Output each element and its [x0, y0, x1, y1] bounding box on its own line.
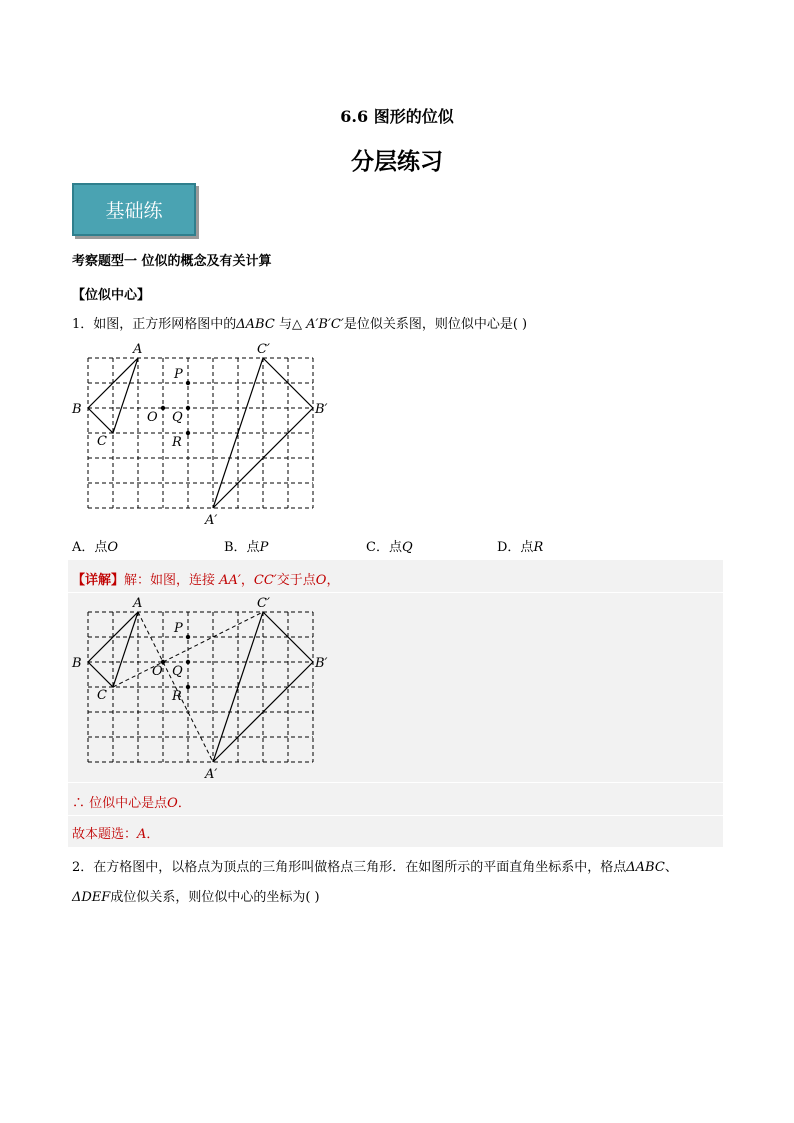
- solution-o: O: [315, 573, 327, 588]
- q2-triangle-abc: ΔABC: [626, 860, 665, 875]
- choice-d-point: R: [533, 540, 544, 555]
- label-c2: C′: [257, 596, 270, 611]
- solution-grid-figure: [68, 592, 338, 782]
- choice-d[interactable]: [497, 536, 543, 555]
- section-heading: 考察题型一 位似的概念及有关计算: [72, 254, 272, 269]
- solution-answer: [72, 823, 159, 842]
- choice-a[interactable]: [72, 536, 118, 555]
- choice-b-point: P: [259, 540, 269, 555]
- grid-lines: [88, 358, 313, 508]
- point-p-dot: [186, 381, 190, 385]
- level-badge: 基础练: [72, 183, 196, 236]
- label-a2: A′: [205, 767, 218, 782]
- label-b2: B′: [315, 402, 328, 417]
- answer-text: 故本题选：: [72, 827, 138, 842]
- page-subtitle: 分层练习: [351, 148, 443, 175]
- conclusion-end: ．: [177, 796, 191, 811]
- label-r: R: [172, 435, 182, 450]
- solution-comma: ，: [240, 573, 254, 588]
- choice-b-text: B．点: [224, 540, 260, 555]
- point-q-dot: [186, 406, 190, 410]
- q2-line2: [72, 886, 320, 905]
- q1-stem-a: 1．如图，正方形网格图中的: [72, 317, 237, 332]
- answer-end: ．: [146, 827, 160, 842]
- q1-stem-c: 与△: [274, 317, 307, 332]
- label-b: B: [72, 402, 82, 417]
- label-r: R: [172, 689, 182, 704]
- solution-line: [72, 569, 339, 588]
- choice-c-point: Q: [401, 540, 413, 555]
- point-p-dot: [186, 635, 190, 639]
- point-q-dot: [186, 660, 190, 664]
- point-r-dot: [186, 685, 190, 689]
- solution-separator: [68, 815, 723, 816]
- q2-line1-a: 2．在方格图中，以格点为顶点的三角形叫做格点三角形．在如图所示的平面直角坐标系中，格点: [72, 860, 627, 875]
- label-q: Q: [172, 664, 183, 679]
- conclusion-point: O: [167, 796, 178, 811]
- solution-end: ，: [326, 573, 340, 588]
- label-a: A: [133, 342, 143, 357]
- q1-grid-figure: [68, 338, 338, 528]
- label-c2: C′: [257, 342, 270, 357]
- choice-a-point: O: [107, 540, 119, 555]
- label-q: Q: [172, 410, 183, 425]
- q2-line1: [72, 856, 678, 875]
- q1-stem: [72, 313, 527, 332]
- solution-tag: 【详解】: [72, 573, 125, 588]
- solution-text1: 解：如图，连接: [124, 573, 220, 588]
- grid-lines: [88, 612, 313, 762]
- label-p: P: [174, 367, 183, 382]
- q2-line2-b: 成位似关系，则位似中心的坐标为( ): [110, 890, 320, 905]
- choice-d-text: D．点: [497, 540, 534, 555]
- label-c: C: [97, 434, 107, 449]
- solution-conclusion: [72, 792, 191, 811]
- label-c: C: [97, 688, 107, 703]
- label-o: O: [147, 410, 158, 425]
- label-o: O: [152, 664, 163, 679]
- choice-c-text: C．点: [366, 540, 402, 555]
- point-r-dot: [186, 431, 190, 435]
- solution-separator: [68, 782, 723, 783]
- choice-a-text: A．点: [72, 540, 108, 555]
- answer-letter: A: [137, 827, 147, 842]
- solution-aa: AA′: [219, 573, 241, 588]
- choice-c[interactable]: [366, 536, 413, 555]
- choice-b[interactable]: [224, 536, 268, 555]
- label-b2: B′: [315, 656, 328, 671]
- q2-line1-c: 、: [664, 860, 678, 875]
- point-o-dot: [161, 406, 165, 410]
- page-title: 6.6 图形的位似: [340, 107, 454, 126]
- section-tag: 【位似中心】: [72, 288, 151, 303]
- q1-triangle-abc: ΔABC: [236, 317, 275, 332]
- q1-triangle-a2b2c2: A′B′C′: [306, 317, 344, 332]
- label-a2: A′: [205, 513, 218, 528]
- label-a: A: [133, 596, 143, 611]
- label-b: B: [72, 656, 82, 671]
- solution-cc: CC′: [253, 573, 277, 588]
- solution-text2: 交于点: [276, 573, 316, 588]
- q2-triangle-def: ΔDEF: [72, 890, 111, 905]
- q1-stem-e: 是位似关系图，则位似中心是( ): [343, 317, 528, 332]
- label-p: P: [174, 621, 183, 636]
- conclusion-text: ∴ 位似中心是点: [72, 796, 168, 811]
